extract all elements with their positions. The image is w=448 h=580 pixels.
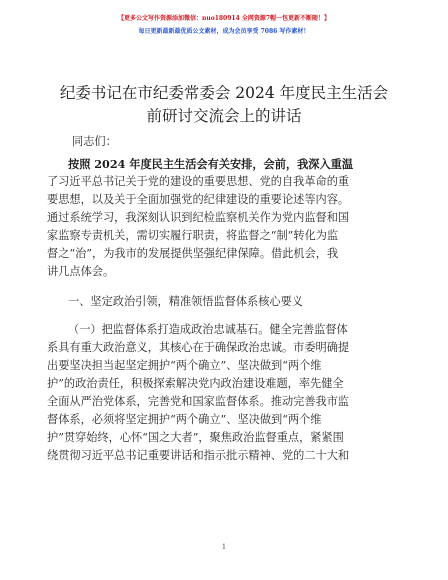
salutation: 同志们： (72, 135, 117, 148)
body-line: 讲几点体会。 (47, 265, 115, 278)
promo-banner-red: 【更多公文写作资源添加微信：nuo180914 全网资源7帽一包更新不断随！】 (117, 15, 331, 22)
body-line: 家监察专责机关，需切实履行职责，将监督之“制”转化为监 (47, 229, 339, 242)
document-title-line-1: 纪委书记在市纪委常委会 2024 年度民主生活会 (59, 84, 389, 102)
body-line: 护”贯穿始终，心怀“国之大者”，聚焦政治监督重点，紧紧围 (47, 431, 344, 444)
body-line: 了习近平总书记关于党的建设的重要思想、党的自我革命的重 (47, 175, 350, 188)
body-line: 督之“治”，为我市的发展提供坚强纪律保障。借此机会，我 (47, 247, 339, 260)
promo-banner-blue: 每日更新最新最优质公文素材，成为会员享受 7086 写作素材！ (138, 28, 310, 35)
document-title-line-2: 前研讨交流会上的讲话 (146, 107, 302, 125)
body-line: 要思想，以及关于全面加强党的纪律建设的重要论述等内容。 (47, 193, 350, 206)
body-line: 出要坚决担当起坚定拥护“两个确立”、坚决做到“两个维 (47, 359, 322, 372)
body-line: 督体系，必须将坚定拥护“两个确立”、坚决做到“两个维 (47, 413, 322, 426)
body-line: （一）把监督体系打造成政治忠诚基石。健全完善监督体 (68, 323, 348, 336)
body-line: 绕贯彻习近平总书记重要讲话和指示批示精神、党的二十大和 (47, 449, 350, 462)
body-line: 全面从严治党体系，完善党和国家监督体系。推动完善我市监 (47, 395, 350, 408)
body-line: 按照 2024 年度民主生活会有关安排，会前，我深入重温 (68, 157, 354, 171)
body-line: 系具有重大政治意义，其核心在于确保政治忠诚。市委明确提 (47, 341, 350, 354)
page-number: 1 (221, 543, 227, 551)
section-heading: 一、坚定政治引领，精准领悟监督体系核心要义 (68, 295, 303, 308)
body-line: 通过系统学习，我深刻认识到纪检监察机关作为党内监督和国 (47, 211, 350, 224)
body-line: 护”的政治责任，积极探索解决党内政治建设难题，率先健全 (47, 377, 344, 390)
